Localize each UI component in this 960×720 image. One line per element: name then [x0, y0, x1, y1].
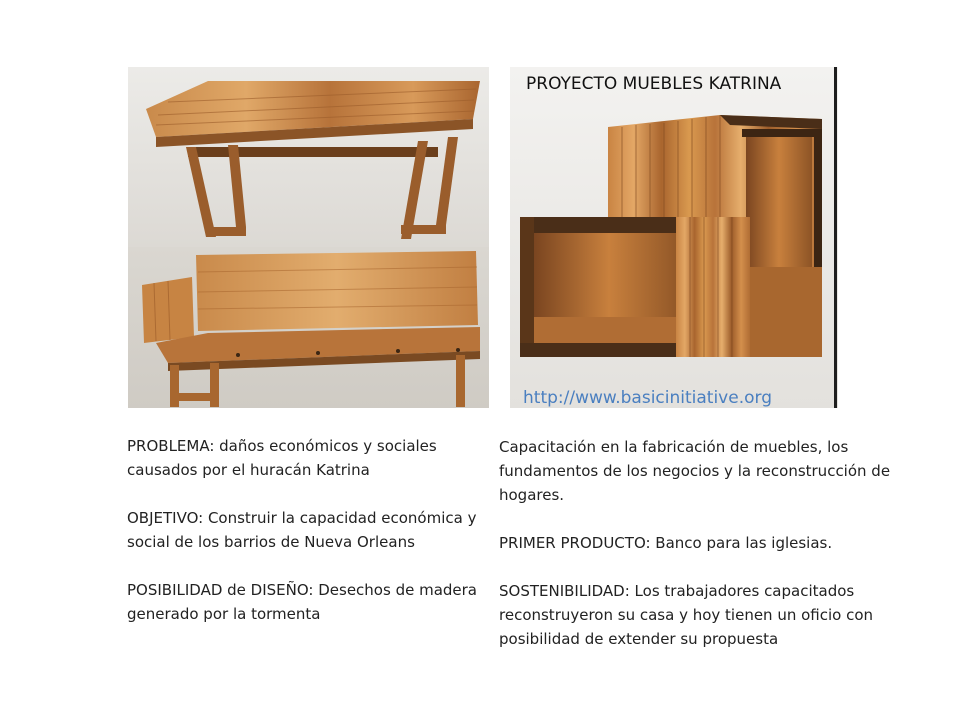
training-paragraph: Capacitación en la fabricación de muebles, los fundamentos de los negocios y la reconstrucción de hogares. — [499, 438, 891, 504]
right-text-column — [499, 435, 919, 675]
objective-paragraph: OBJETIVO: Construir la capacidad económica y social de los barrios de Nueva Orleans — [127, 509, 477, 551]
problem-paragraph: PROBLEMA: daños económicos y sociales causados por el huracán Katrina — [127, 437, 437, 479]
design-possibility-paragraph: POSIBILIDAD de DISEÑO: Desechos de madera generado por la tormenta — [127, 581, 478, 623]
sustainability-paragraph: SOSTENIBILIDAD: Los trabajadores capacitados reconstruyeron su casa y hoy tienen un oficio con posibilidad de extender su propuesta — [499, 582, 874, 648]
website-link[interactable]: http://www.basicinitiative.org — [523, 388, 772, 408]
bench-photo — [128, 247, 489, 408]
shelf-photo — [510, 67, 838, 408]
table-photo — [128, 67, 489, 247]
table-image — [128, 67, 489, 247]
page-title: PROYECTO MUEBLES KATRINA — [526, 74, 782, 94]
shelf-image — [510, 67, 838, 408]
left-text-column — [127, 434, 477, 650]
bench-image — [128, 247, 489, 408]
first-product-paragraph: PRIMER PRODUCTO: Banco para las iglesias. — [499, 534, 833, 552]
